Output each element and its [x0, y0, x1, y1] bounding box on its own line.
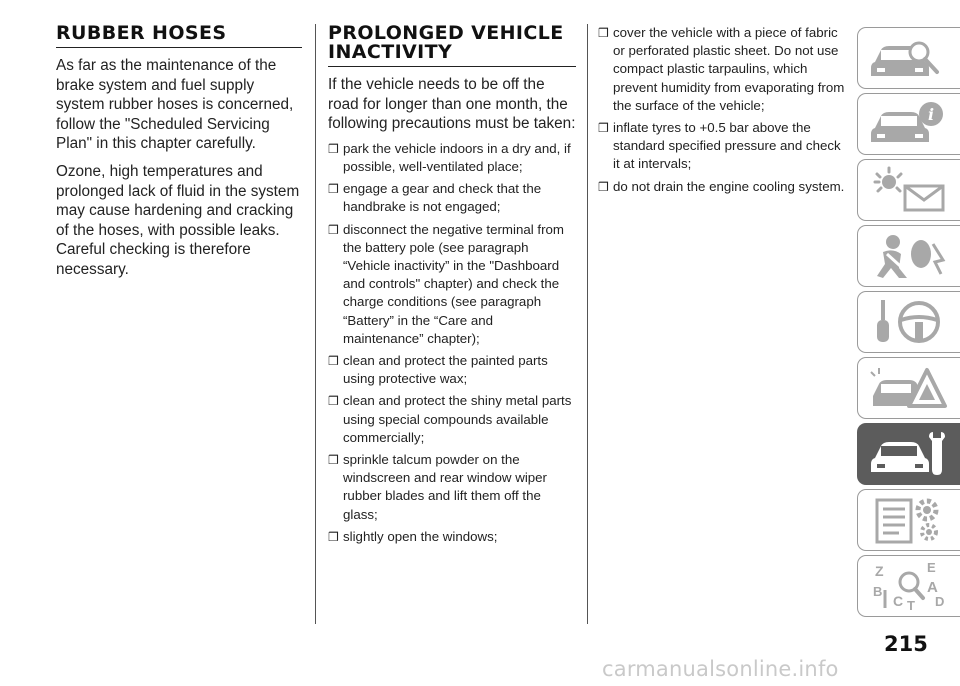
- precautions-list-continued: [598, 24, 848, 196]
- checkbox-bullet-icon: ❒: [598, 121, 609, 136]
- checkbox-bullet-icon: ❒: [598, 179, 609, 194]
- safety-airbag-icon: [869, 230, 949, 282]
- list-item: [328, 451, 576, 524]
- svg-text:i: i: [927, 105, 935, 124]
- checkbox-bullet-icon: ❒: [328, 182, 339, 197]
- checkbox-bullet-icon: ❒: [328, 141, 339, 156]
- paragraph: Ozone, high temperatures and prolonged lack of fluid in the system may cause hardening and cracking of the hoses, with possible leaks. Careful checking is therefore necessary.: [56, 162, 300, 278]
- index-letter: D: [935, 594, 945, 609]
- index-letter: T: [907, 598, 915, 612]
- list-item: [328, 352, 576, 388]
- paragraph: As far as the maintenance of the brake system and fuel supply system rubber hoses is concerned, follow the "Scheduled Servicing Plan" in this chapter carefully.: [56, 57, 294, 153]
- checkbox-bullet-icon: ❒: [328, 222, 339, 237]
- list-item-text: inflate tyres to +0.5 bar above the standard specified pressure and check it at intervals;: [613, 120, 841, 172]
- emergency-triangle-icon: [869, 362, 949, 414]
- car-info-icon: [869, 98, 949, 150]
- checkbox-bullet-icon: ❒: [598, 26, 609, 40]
- list-item: [598, 119, 848, 174]
- list-item-text: sprinkle talcum powder on the windscreen and rear window wiper rubber blades and lift them off the glass;: [343, 452, 547, 522]
- right-column: [598, 24, 848, 200]
- car-magnifier-icon: [869, 32, 949, 84]
- index-letter: Z: [875, 563, 884, 579]
- list-item: [328, 140, 576, 176]
- tab-technical-data[interactable]: [857, 489, 960, 551]
- list-item-text: clean and protect the shiny metal parts using special compounds available commercially;: [343, 393, 572, 445]
- list-item-text: engage a gear and check that the handbrake is not engaged;: [343, 181, 542, 215]
- section-heading-rubber-hoses: RUBBER HOSES: [56, 24, 302, 48]
- list-item: [328, 221, 576, 348]
- index-letter: B: [873, 584, 883, 599]
- checkbox-bullet-icon: ❒: [328, 354, 339, 369]
- list-item-text: park the vehicle indoors in a dry and, if possible, well-ventilated place;: [343, 140, 571, 174]
- section-heading-prolonged-inactivity: PROLONGED VEHICLE INACTIVITY: [328, 24, 576, 67]
- tab-warning-lights[interactable]: [857, 159, 960, 221]
- list-item-text: do not drain the engine cooling system.: [613, 178, 845, 194]
- warning-lights-icon: [869, 164, 949, 216]
- page-number: 215: [884, 632, 928, 656]
- watermark: carmanualsonline.info: [602, 657, 839, 681]
- tab-safety[interactable]: [857, 225, 960, 287]
- list-item-text: disconnect the negative terminal from the battery pole (see paragraph “Vehicle inactivity” in the "Dashboard and controls" chapter) and check the charge conditions (see paragraph “Battery” in the “Care and maintenance” chapter);: [343, 221, 564, 346]
- list-item: [328, 180, 576, 216]
- list-item: [598, 24, 848, 115]
- technical-data-gears-icon: [869, 494, 949, 546]
- tab-dashboard-controls[interactable]: [857, 93, 960, 155]
- tab-starting-driving[interactable]: [857, 291, 960, 353]
- column-divider-left: [315, 24, 316, 624]
- tab-alphabetical-index[interactable]: [857, 555, 960, 617]
- left-column: [56, 24, 302, 280]
- list-item: [328, 392, 576, 447]
- tab-getting-to-know-car[interactable]: [857, 27, 960, 89]
- middle-column: [328, 24, 576, 550]
- index-letter: E: [927, 560, 936, 575]
- precautions-list: [328, 140, 576, 546]
- list-item-text: cover the vehicle with a piece of fabric or perforated plastic sheet. Do not use compact plastic tarpaulins, which prevent humidity from evaporating from the surface of the vehicle;: [613, 25, 845, 113]
- checkbox-bullet-icon: ❒: [328, 453, 339, 468]
- tab-care-and-maintenance[interactable]: [857, 423, 960, 485]
- key-steering-wheel-icon: [869, 296, 949, 348]
- list-item: [598, 178, 848, 196]
- checkbox-bullet-icon: ❒: [328, 394, 339, 409]
- list-item-text: slightly open the windows;: [343, 528, 498, 544]
- intro-paragraph: If the vehicle needs to be off the road for longer than one month, the following precautions must be taken:: [328, 76, 576, 133]
- checkbox-bullet-icon: ❒: [328, 529, 339, 544]
- list-item-text: clean and protect the painted parts using protective wax;: [343, 353, 548, 387]
- column-divider-right: [587, 24, 588, 624]
- list-item: [328, 528, 576, 546]
- car-wrench-icon: [869, 428, 949, 480]
- chapter-tabs-sidebar: [857, 27, 960, 621]
- index-letter: C: [893, 593, 904, 609]
- tab-in-an-emergency[interactable]: [857, 357, 960, 419]
- index-letter: A: [927, 579, 938, 596]
- alphabetical-index-icon: [869, 560, 949, 612]
